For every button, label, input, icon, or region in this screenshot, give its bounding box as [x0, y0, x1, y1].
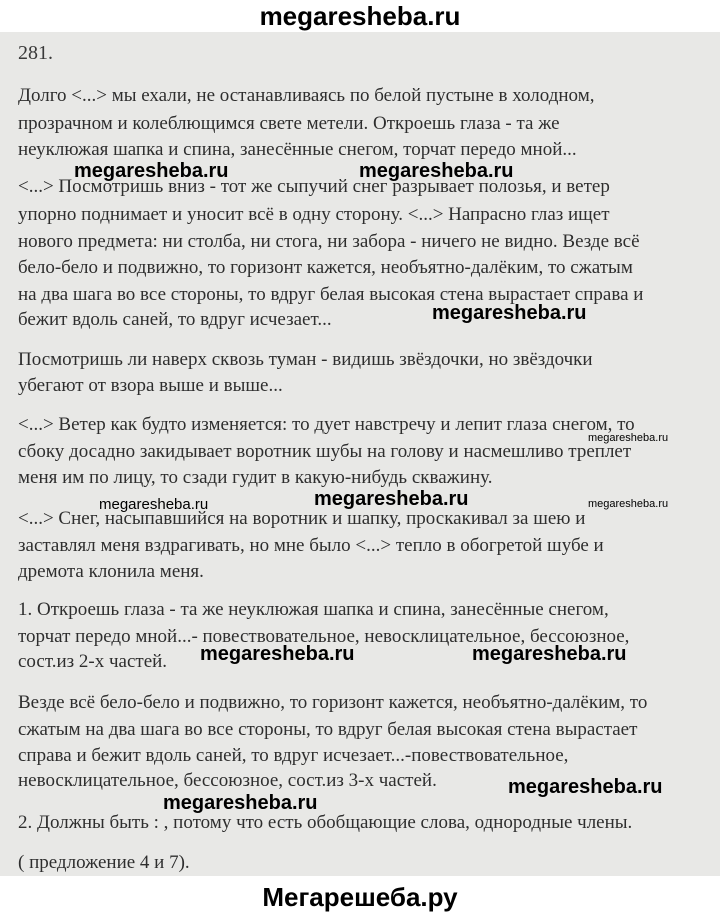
text-line: торчат передо мной...- повествовательное, невосклицательное, бессоюзное,	[18, 626, 630, 647]
watermark: megaresheba.ru	[588, 432, 669, 444]
text-line: Посмотришь ли наверх сквозь туман - видишь звёздочки, но звёздочки	[18, 349, 593, 370]
watermark: megaresheba.ru	[163, 792, 318, 814]
text-line: невосклицательное, бессоюзное, сост.из 3-х частей.	[18, 770, 437, 791]
watermark: megaresheba.ru	[314, 488, 469, 510]
text-line: прозрачном и колеблющимся свете метели. Откроешь глаза - та же	[18, 113, 560, 134]
text-line: меня им по лицу, то сзади гудит в какую-нибудь скважину.	[18, 467, 493, 488]
text-line: ( предложение 4 и 7).	[18, 852, 190, 873]
text-line: нового предмета: ни столба, ни стога, ни забора - ничего не видно. Везде всё	[18, 231, 640, 252]
text-line: справа и бежит вдоль саней, то вдруг исчезает...-повествовательное,	[18, 745, 569, 766]
text-line: на два шага во все стороны, то вдруг белая высокая стена вырастает справа и	[18, 284, 644, 305]
text-line: бело-бело и подвижно, то горизонт кажется, необъятно-далёким, то сжатым	[18, 257, 633, 278]
text-line: бежит вдоль саней, то вдруг исчезает...	[18, 309, 332, 330]
text-line: дремота клонила меня.	[18, 561, 204, 582]
text-line: упорно поднимает и уносит всё в одну сторону. <...> Напрасно глаз ищет	[18, 204, 610, 225]
text-line: заставлял меня вздрагивать, но мне было <...> тепло в обогретой шубе и	[18, 535, 604, 556]
site-footer: Мегарешеба.ру	[0, 876, 720, 918]
text-line: <...> Ветер как будто изменяется: то дует навстречу и лепит глаза снегом, то	[18, 414, 635, 435]
text-line: 2. Должны быть : , потому что есть обобщающие слова, однородные члены.	[18, 812, 633, 833]
text-line: сост.из 2-х частей.	[18, 651, 168, 672]
watermark: megaresheba.ru	[359, 160, 514, 182]
text-line: неуклюжая шапка и спина, занесённые снегом, торчат передо мной...	[18, 139, 577, 160]
watermark: megaresheba.ru	[74, 160, 229, 182]
text-line: <...> Снег, насыпавшийся на воротник и шапку, проскакивал за шею и	[18, 508, 586, 529]
site-header: megaresheba.ru	[0, 0, 720, 32]
watermark: megaresheba.ru	[200, 643, 355, 665]
text-line: сжатым на два шага во все стороны, то вдруг белая высокая стена вырастает	[18, 719, 638, 740]
text-line: убегают от взора выше и выше...	[18, 375, 283, 396]
text-line: Везде всё бело-бело и подвижно, то горизонт кажется, необъятно-далёким, то	[18, 692, 648, 713]
text-line: Долго <...> мы ехали, не останавливаясь по белой пустыне в холодном,	[18, 85, 595, 106]
text-line: 1. Откроешь глаза - та же неуклюжая шапка и спина, занесённые снегом,	[18, 599, 609, 620]
text-line: <...> Посмотришь вниз - тот же сыпучий снег разрывает полозья, и ветер	[18, 176, 610, 197]
watermark: megaresheba.ru	[588, 498, 669, 510]
watermark: megaresheba.ru	[99, 496, 209, 513]
watermark: megaresheba.ru	[508, 776, 663, 798]
watermark: megaresheba.ru	[432, 302, 587, 324]
exercise-number: 281.	[18, 42, 53, 64]
scanned-page	[0, 32, 720, 876]
text-line: сбоку досадно закидывает воротник шубы на голову и насмешливо треплет	[18, 441, 632, 462]
watermark: megaresheba.ru	[472, 643, 627, 665]
